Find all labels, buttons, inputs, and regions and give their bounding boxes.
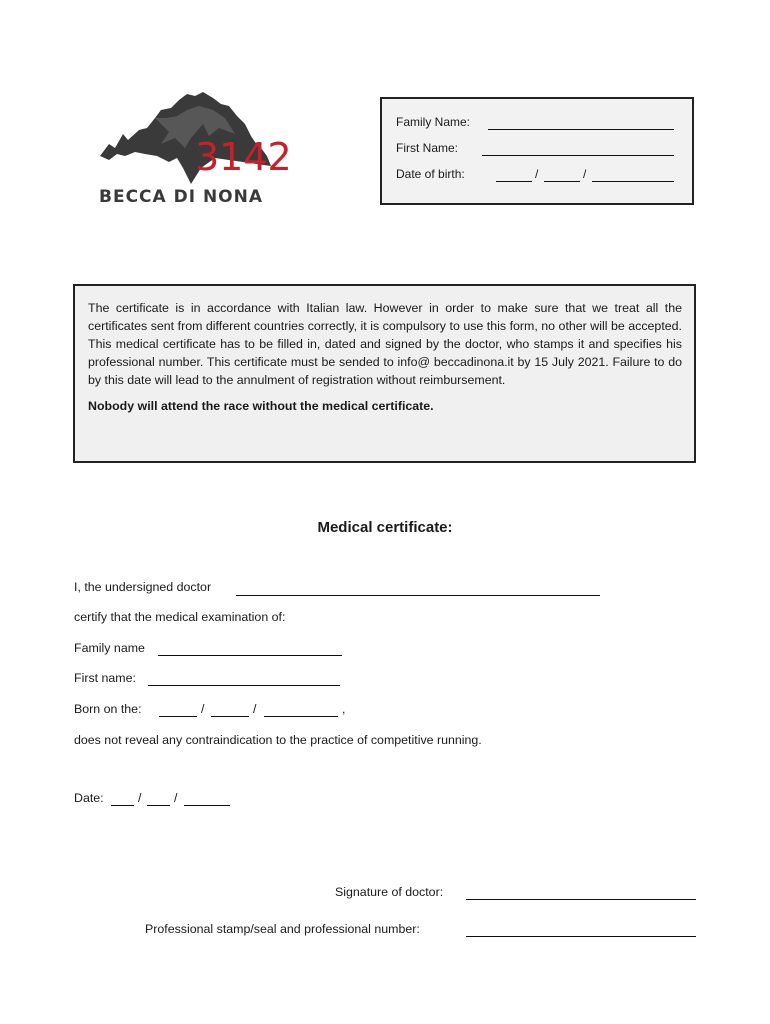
- date-label: Date:: [74, 791, 104, 805]
- notice-box: [73, 284, 696, 463]
- first-name-row: [396, 141, 686, 157]
- doctor-name-line[interactable]: [236, 595, 600, 596]
- signature-line[interactable]: [466, 899, 696, 900]
- dob-year-line[interactable]: [592, 181, 674, 182]
- family-name-line[interactable]: [488, 129, 674, 130]
- born-comma: ,: [342, 702, 346, 716]
- first-name-line[interactable]: [482, 155, 674, 156]
- dob-separator: /: [535, 167, 539, 181]
- dob-day-line[interactable]: [496, 181, 532, 182]
- certify-text: certify that the medical examination of:: [74, 610, 286, 624]
- born-month-line[interactable]: [211, 716, 249, 717]
- mountain-logo-graphic: [95, 88, 335, 210]
- stamp-line[interactable]: [466, 936, 696, 937]
- first-name-label: First Name:: [396, 141, 459, 155]
- date-year-line[interactable]: [184, 805, 230, 806]
- logo-number: 3142: [195, 135, 292, 179]
- born-separator: /: [253, 702, 257, 716]
- date-separator: /: [174, 791, 178, 805]
- participant-info-box: [380, 97, 694, 205]
- patient-first-name-line[interactable]: [148, 685, 340, 686]
- born-year-line[interactable]: [264, 716, 338, 717]
- family-name-label: Family Name:: [396, 115, 471, 129]
- dob-month-line[interactable]: [544, 181, 580, 182]
- dob-row: [396, 167, 686, 183]
- born-separator: /: [201, 702, 205, 716]
- signature-label: Signature of doctor:: [335, 885, 444, 899]
- dob-separator: /: [583, 167, 587, 181]
- date-separator: /: [138, 791, 142, 805]
- logo-name: BECCA DI NONA: [99, 187, 264, 207]
- patient-family-name-line[interactable]: [158, 655, 342, 656]
- doctor-label: I, the undersigned doctor: [74, 580, 212, 594]
- stamp-label: Professional stamp/seal and professional number:: [145, 922, 420, 936]
- race-logo: [95, 88, 335, 210]
- born-day-line[interactable]: [159, 716, 197, 717]
- date-month-line[interactable]: [147, 805, 170, 806]
- family-name-row: [396, 115, 686, 131]
- notice-warning: Nobody will attend the race without the medical certificate.: [88, 399, 434, 413]
- family-name-label: Family name: [74, 641, 145, 655]
- date-day-line[interactable]: [111, 805, 134, 806]
- certificate-title: Medical certificate:: [317, 519, 453, 536]
- notice-text: The certificate is in accordance with Italian law. However in order to make sure that we treat all the certificates sent from different countries correctly, it is compulsory to use this form, no other will be accepted. This medical certificate has to be filled in, dated and signed by the doctor, who stamps it and specifies his professional number. This certificate must be sended to info@ beccadinona.it by 15 July 2021. Failure to do by this date will lead to the annulment of registration without reimbursement.: [88, 301, 682, 387]
- first-name-label: First name:: [74, 671, 136, 685]
- dob-label: Date of birth:: [396, 167, 465, 181]
- born-label: Born on the:: [74, 702, 142, 716]
- contraindication-text: does not reveal any contraindication to the practice of competitive running.: [74, 733, 482, 747]
